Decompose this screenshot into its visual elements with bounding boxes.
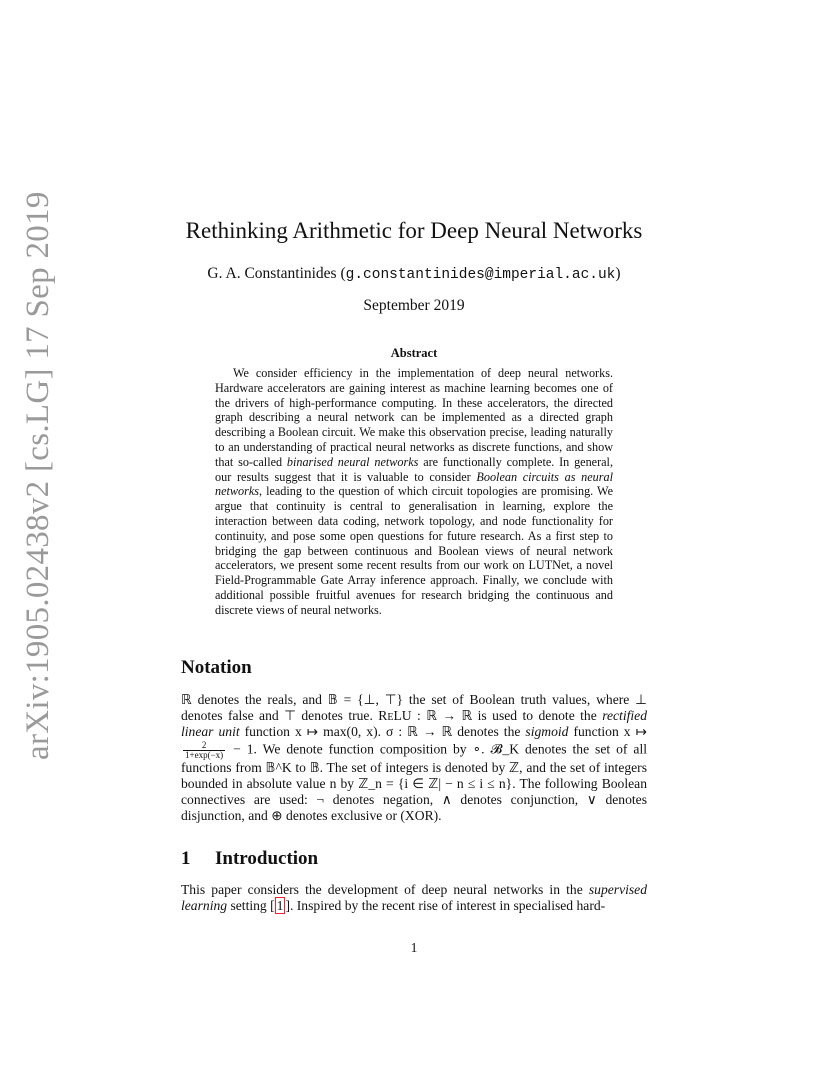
notation-text-5: − 1. We denote function composition by ∘. 𝓑_K denotes the set of all functions from 𝔹^K to 𝔹. The set of integers is denoted by ℤ, and the set of integers bounded in absolute value n by ℤ_n = {i ∈ ℤ| − n ≤ i ≤ n}. The following Boolean connectives are used: ¬ denotes negation, ∧ denotes conjunction, ∨ denotes disjunction, and ⊕ denotes exclusive or (XOR).	[181, 741, 647, 824]
paper-title: Rethinking Arithmetic for Deep Neural Networks	[185, 218, 643, 243]
fraction-numerator: 2	[183, 741, 225, 751]
abstract-emphasis-2: Boolean circuits as neural networks	[215, 469, 613, 499]
notation-text-3: function x ↦ max(0, x). σ : ℝ → ℝ denotes the	[239, 724, 526, 740]
intro-text-1: This paper considers the development of deep neural networks in the	[181, 882, 589, 897]
section-title: Introduction	[215, 848, 319, 869]
page-number: 1	[410, 940, 418, 955]
author-email-open-paren: (	[340, 265, 346, 282]
notation-paragraph	[181, 692, 647, 824]
citation-bracket-open: [	[270, 898, 275, 914]
fraction-denominator: 1+exp(−x)	[185, 749, 224, 760]
intro-text-3: . Inspired by the recent rise of interest in specialised hard-	[289, 898, 606, 914]
relu-term: ReLU	[378, 708, 412, 724]
abstract-text-2: are functionally complete. In general, our results suggest that it is valuable to consider	[215, 454, 613, 484]
notation-heading: Notation	[181, 657, 252, 678]
author-line	[0, 265, 828, 283]
abstract-text-1: We consider efficiency in the implementation of deep neural networks. Hardware accelerators are gaining interest as machine learning becomes one of the drivers of high-performance computing. In these accelerators, the directed graph describing a neural network can be implemented as a directed graph describing a Boolean circuit. We make this observation precise, leading naturally to an understanding of practical neural networks as discrete functions, and show that so-called	[215, 366, 613, 469]
citation-link[interactable]: 1	[276, 898, 284, 914]
supervised-learning-term: supervised learning	[181, 882, 647, 914]
sigmoid-term: sigmoid	[525, 724, 569, 740]
section-number: 1	[181, 848, 191, 869]
sigmoid-fraction	[183, 741, 225, 760]
author-email-close-paren: )	[615, 265, 621, 282]
citation-bracket-close: ]	[285, 898, 290, 914]
abstract-emphasis-1: binarised neural networks	[286, 454, 419, 469]
rectified-linear-unit-term: rectified linear unit	[181, 708, 647, 740]
introduction-heading	[181, 848, 318, 870]
intro-text-2: setting	[227, 898, 271, 914]
author-email[interactable]: g.constantinides@imperial.ac.uk	[345, 267, 616, 283]
abstract-heading: Abstract	[390, 346, 438, 360]
author-name: G. A. Constantinides	[207, 265, 337, 282]
introduction-paragraph	[181, 882, 647, 914]
notation-text-1: ℝ denotes the reals, and 𝔹 = {⊥, ⊤} the set of Boolean truth values, where ⊥ denotes false and ⊤ denotes true.	[181, 692, 647, 724]
notation-text-4: function x ↦	[568, 724, 647, 740]
arxiv-identifier-stamp: arXiv:1905.02438v2 [cs.LG] 17 Sep 2019	[20, 191, 56, 760]
notation-text-2: : ℝ → ℝ is used to denote the	[411, 708, 603, 724]
publication-date: September 2019	[363, 297, 465, 314]
abstract-body	[215, 366, 613, 618]
abstract-text-3: , leading to the question of which circuit topologies are promising. We argue that continuity is central to generalisation in learning, explore the interaction between data coding, network topology, and node functionality for continuity, and pose some open questions for future research. As a first step to bridging the gap between continuous and Boolean views of neural network accelerators, we present some recent results from our work on LUTNet, a novel Field-Programmable Gate Array inference approach. Finally, we conclude with additional possible fruitful avenues for research bridging the continuous and discrete views of neural networks.	[215, 484, 613, 617]
